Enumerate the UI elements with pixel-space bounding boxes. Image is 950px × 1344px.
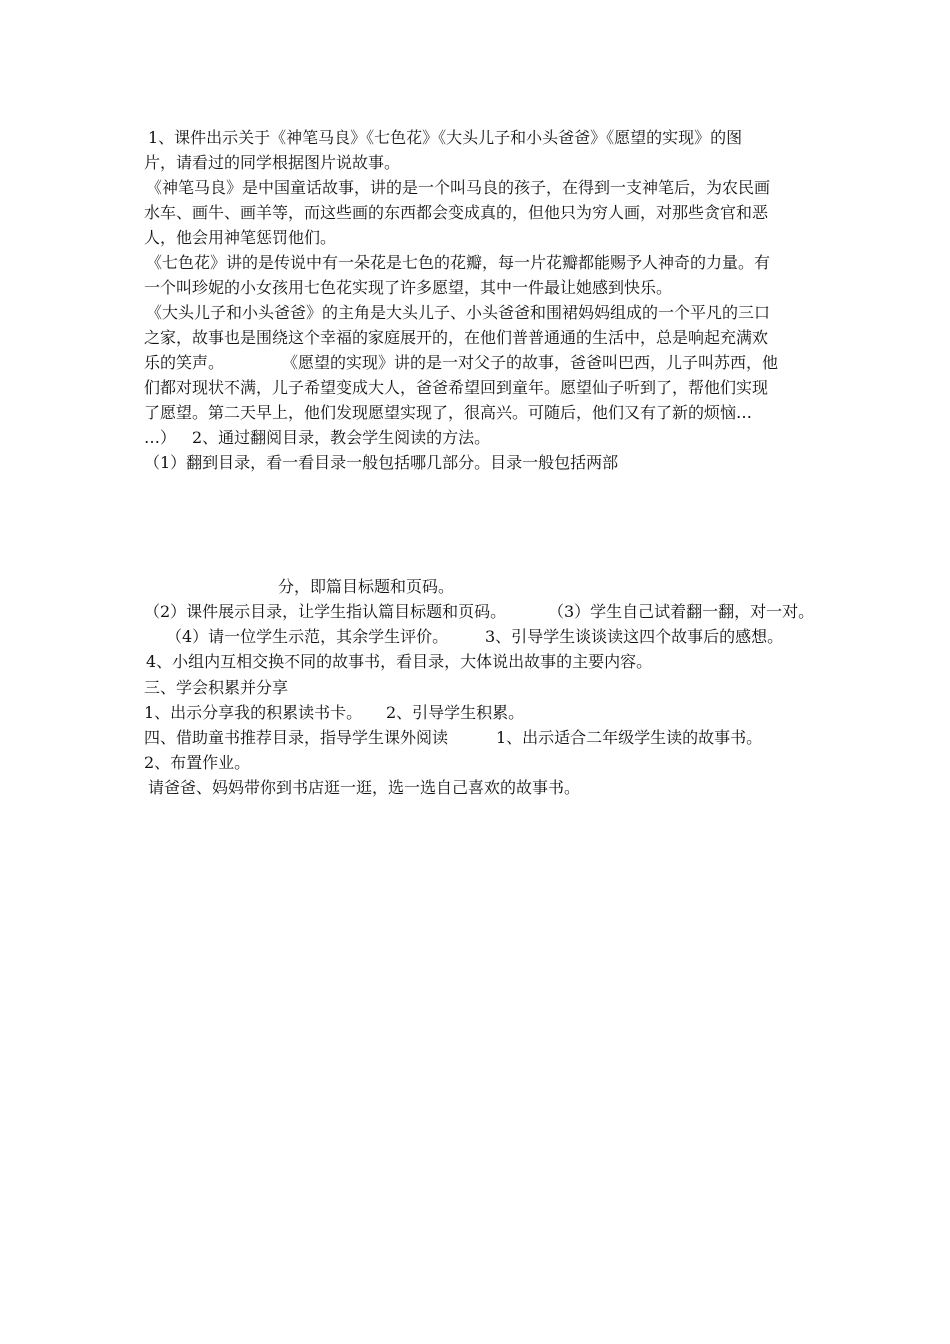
section-4-item-2: 2、布置作业。 bbox=[144, 753, 251, 772]
sub-4: （4）请一位学生示范，其余学生评价。 bbox=[166, 627, 449, 646]
section-3-item-1: 1、出示分享我的积累读书卡。 bbox=[144, 703, 363, 722]
section-3-item-2: 2、引导学生积累。 bbox=[386, 703, 525, 722]
sub-3: （3）学生自己试着翻一翻，对一对。 bbox=[548, 602, 815, 621]
story-4-line-3: 了愿望。第二天早上，他们发现愿望实现了，很高兴。可随后，他们又有了新的烦恼… bbox=[144, 403, 753, 422]
story-2-line-1: 《七色花》讲的是传说中有一朵花是七色的花瓣，每一片花瓣都能赐予人神奇的力量。有 bbox=[146, 253, 771, 272]
story-3-line-3: 乐的笑声。 bbox=[144, 353, 225, 372]
step-2: 2、通过翻阅目录，教会学生阅读的方法。 bbox=[192, 428, 491, 447]
story-3-line-2: 之家，故事也是围绕这个幸福的家庭展开的，在他们普普通通的生活中，总是响起充满欢 bbox=[144, 328, 769, 347]
sub-2: （2）课件展示目录，让学生指认篇目标题和页码。 bbox=[144, 602, 507, 621]
section-4-heading: 四、借助童书推荐目录，指导学生课外阅读 bbox=[144, 728, 449, 747]
sub-1-line-1: （1）翻到目录，看一看目录一般包括哪几部分。目录一般包括两部 bbox=[144, 453, 619, 472]
story-4-line-1: 《愿望的实现》讲的是一对父子的故事，爸爸叫巴西，儿子叫苏西，他 bbox=[282, 353, 779, 372]
section-3-heading: 三、学会积累并分享 bbox=[144, 678, 289, 697]
intro-line-1: 1、课件出示关于《神笔马良》《七色花》《大头儿子和小头爸爸》《愿望的实现》的图 bbox=[148, 128, 743, 147]
story-1-line-1: 《神笔马良》是中国童话故事，讲的是一个叫马良的孩子，在得到一支神笔后，为农民画 bbox=[146, 178, 771, 197]
story-4-line-4: …） bbox=[144, 428, 177, 447]
homework: 请爸爸、妈妈带你到书店逛一逛，选一选自己喜欢的故事书。 bbox=[148, 778, 581, 797]
story-1-line-2: 水车、画牛、画羊等，而这些画的东西都会变成真的，但他只为穷人画，对那些贪官和恶 bbox=[144, 203, 769, 222]
story-2-line-2: 一个叫珍妮的小女孩用七色花实现了许多愿望，其中一件最让她感到快乐。 bbox=[144, 278, 673, 297]
step-4: 4、小组内互相交换不同的故事书，看目录，大体说出故事的主要内容。 bbox=[146, 652, 653, 671]
section-4-item-1: 1、出示适合二年级学生读的故事书。 bbox=[496, 728, 763, 747]
story-1-line-3: 人，他会用神笔惩罚他们。 bbox=[144, 228, 337, 247]
story-3-line-1: 《大头儿子和小头爸爸》的主角是大头儿子、小头爸爸和围裙妈妈组成的一个平凡的三口 bbox=[146, 303, 771, 322]
story-4-line-2: 们都对现状不满，儿子希望变成大人，爸爸希望回到童年。愿望仙子听到了，帮他们实现 bbox=[144, 378, 769, 397]
intro-line-2: 片，请看过的同学根据图片说故事。 bbox=[144, 153, 401, 172]
sub-1-line-2: 分，即篇目标题和页码。 bbox=[278, 577, 455, 596]
step-3: 3、引导学生谈谈读这四个故事后的感想。 bbox=[485, 627, 784, 646]
